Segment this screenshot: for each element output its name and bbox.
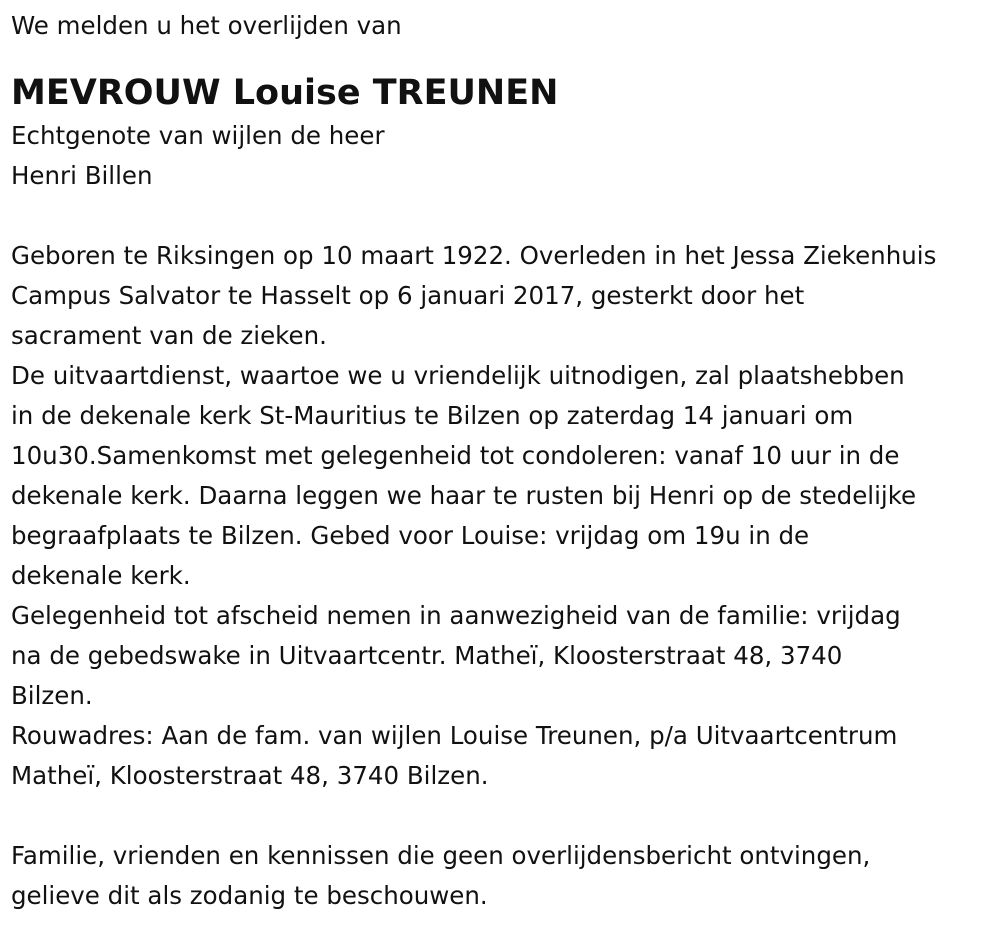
body-line: Bilzen. [11,681,93,710]
body-line: Geboren te Riksingen op 10 maart 1922. Overleden in het Jessa Ziekenhuis [11,241,937,270]
body-line: dekenale kerk. [11,561,191,590]
paragraph-gap [11,796,990,836]
body-line: Gelegenheid tot afscheid nemen in aanwezigheid van de familie: vrijdag [11,601,901,630]
body-line: Matheï, Kloosterstraat 48, 3740 Bilzen. [11,761,489,790]
notice-body [11,236,990,796]
body-line: begraafplaats te Bilzen. Gebed voor Louise: vrijdag om 19u in de [11,521,810,550]
body-line: Campus Salvator te Hasselt op 6 januari 2017, gesterkt door het [11,281,805,310]
closing-text [11,836,990,916]
closing-line: Familie, vrienden en kennissen die geen overlijdensbericht ontvingen, [11,841,871,870]
body-line: dekenale kerk. Daarna leggen we haar te rusten bij Henri op de stedelijke [11,481,917,510]
body-line: 10u30.Samenkomst met gelegenheid tot condoleren: vanaf 10 uur in de [11,441,900,470]
notice-intro: We melden u het overlijden van [11,11,402,40]
closing-line: gelieve dit als zodanig te beschouwen. [11,881,488,910]
body-line: na de gebedswake in Uitvaartcentr. Matheï, Kloosterstraat 48, 3740 [11,641,843,670]
body-line: in de dekenale kerk St-Mauritius te Bilzen op zaterdag 14 januari om [11,401,854,430]
body-line: De uitvaartdienst, waartoe we u vriendelijk uitnodigen, zal plaatshebben [11,361,905,390]
body-line: sacrament van de zieken. [11,321,327,350]
paragraph-gap [11,196,990,236]
deceased-name: MEVROUW Louise TREUNEN [11,73,559,113]
spouse-line-2: Henri Billen [11,161,153,190]
body-line: Rouwadres: Aan de fam. van wijlen Louise Treunen, p/a Uitvaartcentrum [11,721,898,750]
spouse-line-1: Echtgenote van wijlen de heer [11,121,385,150]
